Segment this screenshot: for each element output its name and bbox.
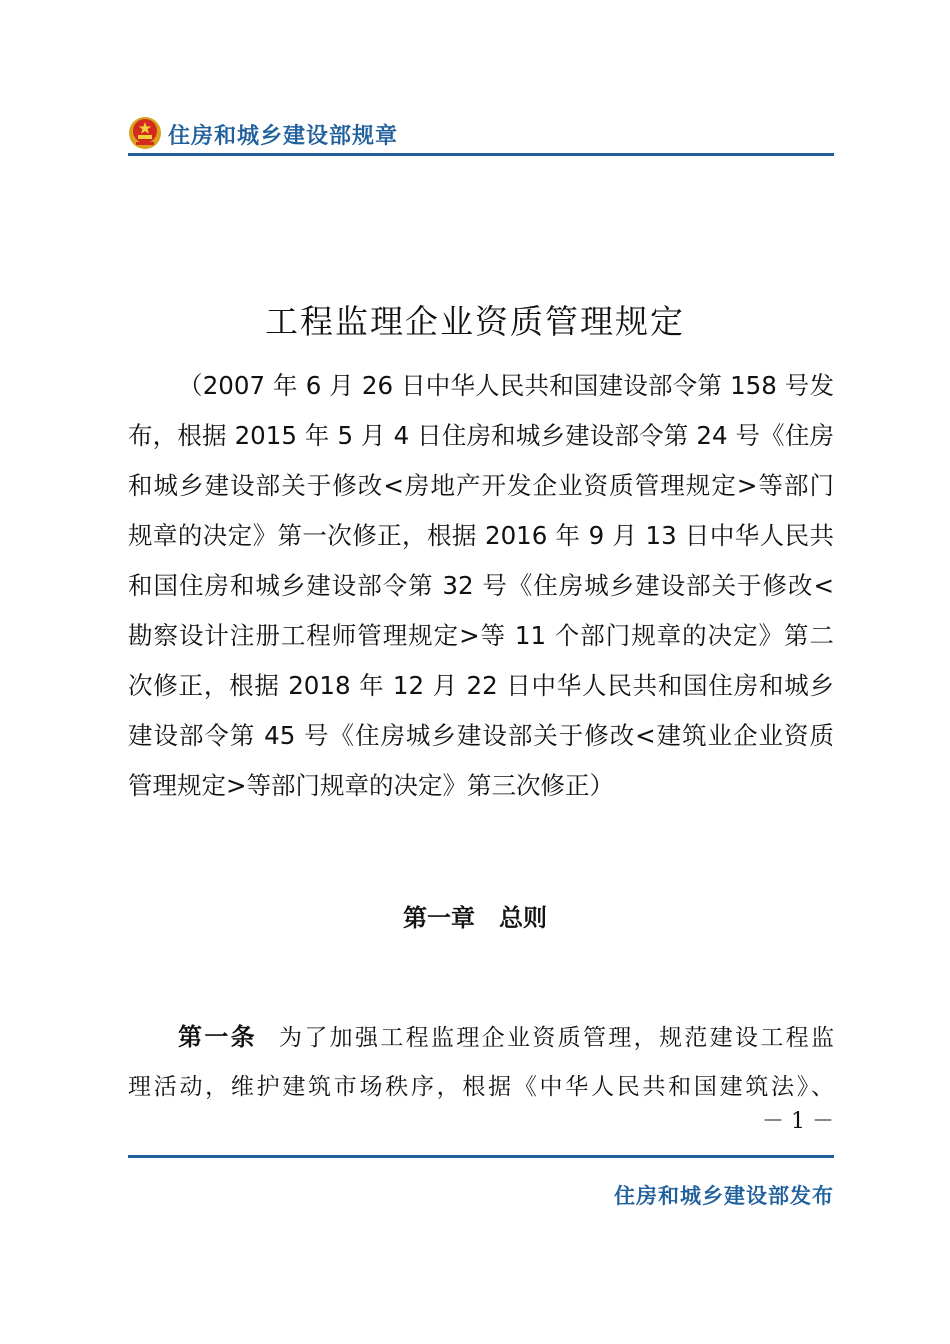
article-label: 第一条 xyxy=(178,1023,257,1051)
preamble-line: 布，根据 2015 年 5 月 4 日住房和城乡建设部令第 24 号《住房 xyxy=(128,421,834,450)
header-title: 住房和城乡建设部规章 xyxy=(168,124,399,149)
preamble-line: 和国住房和城乡建设部令第 32 号《住房城乡建设部关于修改< xyxy=(128,571,834,600)
document-preamble xyxy=(128,361,834,811)
chapter-heading: 第一章 总则 xyxy=(403,904,547,932)
document-title: 工程监理企业资质管理规定 xyxy=(265,302,685,341)
footer-publisher: 住房和城乡建设部发布 xyxy=(614,1184,834,1208)
article-1 xyxy=(128,1012,834,1112)
national-emblem-icon xyxy=(128,116,162,150)
preamble-line: 和城乡建设部关于修改<房地产开发企业资质管理规定>等部门 xyxy=(128,471,834,500)
preamble-line: 建设部令第 45 号《住房城乡建设部关于修改<建筑业企业资质 xyxy=(128,721,834,750)
preamble-line: 规章的决定》第一次修正，根据 2016 年 9 月 13 日中华人民共 xyxy=(128,521,834,550)
footer-divider xyxy=(128,1155,834,1158)
preamble-line: 勘察设计注册工程师管理规定>等 11 个部门规章的决定》第二 xyxy=(128,621,834,650)
page-header xyxy=(128,114,834,154)
header-divider xyxy=(128,153,834,156)
preamble-line: （2007 年 6 月 26 日中华人民共和国建设部令第 158 号发 xyxy=(178,371,834,400)
article-text: 为了加强工程监理企业资质管理，规范建设工程监 xyxy=(279,1025,834,1051)
preamble-line: 次修正，根据 2018 年 12 月 22 日中华人民共和国住房和城乡 xyxy=(128,671,834,700)
article-line: 理活动，维护建筑市场秩序，根据《中华人民共和国建筑法》、 xyxy=(128,1074,834,1100)
preamble-line: 管理规定>等部门规章的决定》第三次修正） xyxy=(128,771,615,800)
page-number: － 1 － xyxy=(762,1109,834,1134)
article-line xyxy=(128,1012,834,1062)
